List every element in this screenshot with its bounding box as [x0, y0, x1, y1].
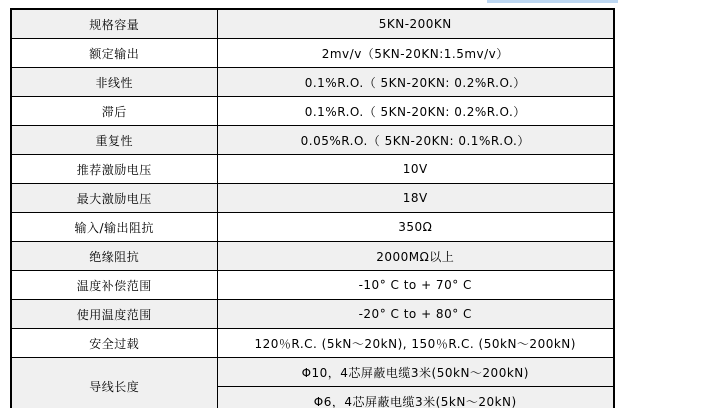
- spec-label-cell: 温度补偿范围: [11, 271, 217, 300]
- table-row: [11, 97, 614, 126]
- spec-label-cell: 导线长度: [11, 358, 217, 408]
- spec-value-cell: 120％R.C. (5kN～20kN), 150％R.C. (50kN～200kN): [217, 329, 614, 358]
- spec-table-body: [11, 9, 614, 408]
- spec-value-cell: Φ10，4芯屏蔽电缆3米(50kN～200kN): [217, 358, 614, 387]
- spec-value-cell: -20° C to + 80° C: [217, 300, 614, 329]
- spec-label-cell: 重复性: [11, 126, 217, 155]
- spec-value-cell: 5KN-200KN: [217, 9, 614, 39]
- spec-label-cell: 安全过载: [11, 329, 217, 358]
- spec-value-cell: 0.1%R.O.（ 5KN-20KN: 0.2%R.O.）: [217, 68, 614, 97]
- spec-label-cell: 绝缘阻抗: [11, 242, 217, 271]
- table-row: [11, 213, 614, 242]
- spec-value-cell: Φ6，4芯屏蔽电缆3米(5kN～20kN): [217, 387, 614, 408]
- table-row: [11, 184, 614, 213]
- spec-value-cell: 350Ω: [217, 213, 614, 242]
- spec-value-cell: 18V: [217, 184, 614, 213]
- spec-value-cell: -10° C to + 70° C: [217, 271, 614, 300]
- spec-label-cell: 滞后: [11, 97, 217, 126]
- table-row: [11, 271, 614, 300]
- spec-label-cell: 输入/输出阻抗: [11, 213, 217, 242]
- table-row: [11, 329, 614, 358]
- spec-label-cell: 最大激励电压: [11, 184, 217, 213]
- table-row: [11, 358, 614, 387]
- spec-label-cell: 额定输出: [11, 39, 217, 68]
- spec-table: [10, 8, 615, 408]
- spec-label-cell: 使用温度范围: [11, 300, 217, 329]
- spec-value-cell: 2mv/v（5KN-20KN:1.5mv/v）: [217, 39, 614, 68]
- table-row: [11, 39, 614, 68]
- spec-value-cell: 10V: [217, 155, 614, 184]
- table-row: [11, 126, 614, 155]
- spec-label-cell: 非线性: [11, 68, 217, 97]
- spec-value-cell: 2000MΩ以上: [217, 242, 614, 271]
- table-row: [11, 155, 614, 184]
- table-row: [11, 300, 614, 329]
- table-row: [11, 68, 614, 97]
- spec-label-cell: 推荐激励电压: [11, 155, 217, 184]
- spec-label-cell: 规格容量: [11, 9, 217, 39]
- spec-value-cell: 0.1%R.O.（ 5KN-20KN: 0.2%R.O.）: [217, 97, 614, 126]
- top-highlight-bar: [487, 0, 618, 3]
- table-row: [11, 9, 614, 39]
- spec-value-cell: 0.05%R.O.（ 5KN-20KN: 0.1%R.O.）: [217, 126, 614, 155]
- table-row: [11, 242, 614, 271]
